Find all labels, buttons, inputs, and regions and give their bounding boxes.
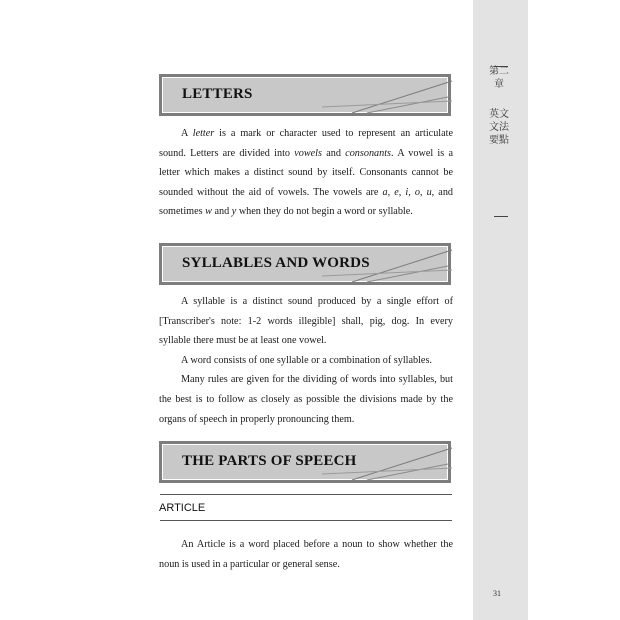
section-heading-letters: LETTERS — [182, 86, 253, 102]
section-heading-syllables: SYLLABLES AND WORDS — [182, 255, 370, 271]
chapter-title: 英文文法要點 — [489, 109, 509, 146]
page-number: 31 — [493, 589, 501, 598]
chapter-label: 第二章 — [489, 66, 509, 90]
syllables-paragraphs — [159, 292, 453, 429]
syllables-paragraph-3: Many rules are given for the dividing of words into syllables, but the best is to follow as closely as possible the divisions made by the organs of speech in properly pronouncing them. — [159, 374, 453, 425]
divider-top — [160, 494, 452, 496]
syllables-paragraph-2: A word consists of one syllable or a combination of syllables. — [181, 354, 432, 366]
heading-box-syllables — [159, 243, 451, 285]
syllables-paragraph-1: A syllable is a distinct sound produced by a single effort of [Transcriber's note: 1-2 words illegible] shall, pig, dog. In every syllable there must be at least one vowel. — [159, 296, 453, 347]
heading-box-letters — [159, 74, 451, 116]
chapter-sidebar — [473, 0, 528, 620]
section-heading-parts: THE PARTS OF SPEECH — [182, 453, 357, 469]
article-paragraph: An Article is a word placed before a noun to show whether the noun is used in a particular or general sense. — [159, 539, 453, 570]
divider-bottom — [160, 520, 452, 522]
letters-paragraph: A letter is a mark or character used to represent an articulate sound. Letters are divided into vowels and consonants. A vowel is a letter which makes a distinct sound by itself. Consonants cannot be sounded without the aid of vowels. The vowels are a, e, i, o, u, and sometimes w and y when they do not begin a word or syllable. — [159, 128, 454, 218]
subheading-article: ARTICLE — [159, 502, 206, 514]
heading-box-parts — [159, 441, 451, 483]
sidebar-bottom-rule — [494, 216, 508, 217]
